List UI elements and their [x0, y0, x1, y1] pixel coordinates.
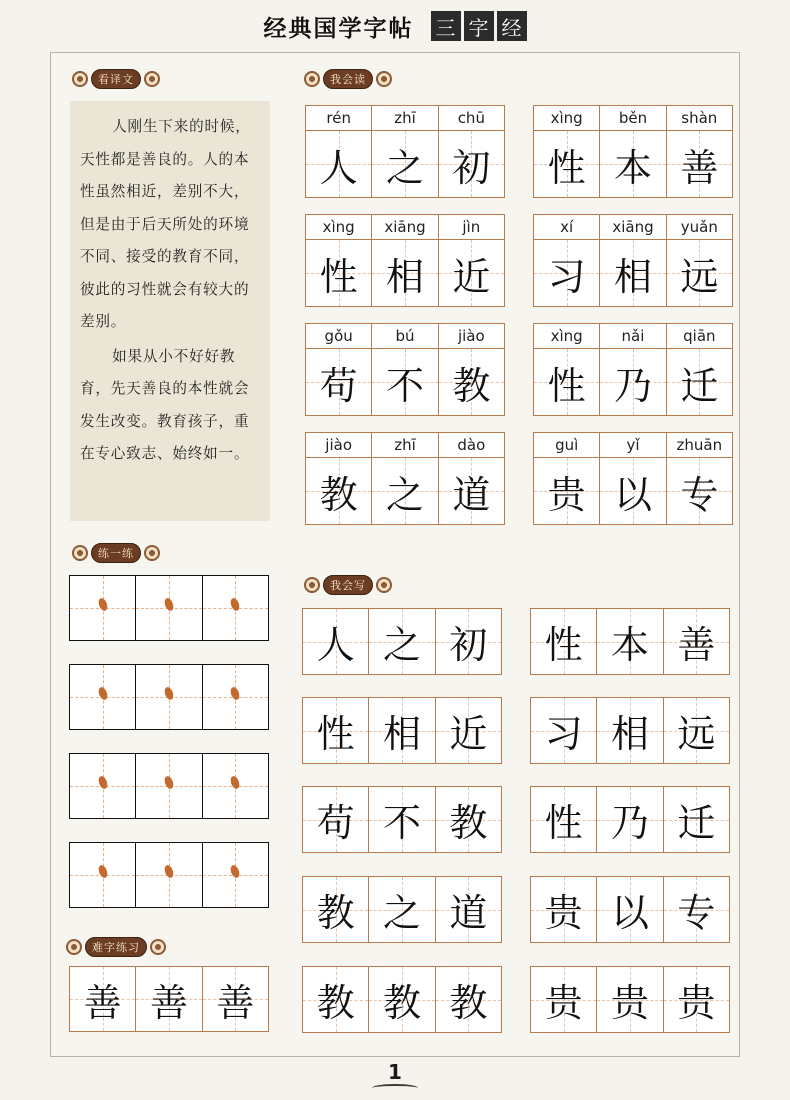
writing-cell: 教	[303, 967, 369, 1032]
dot-stroke-icon	[229, 686, 242, 701]
hard-char-cell: 善	[70, 967, 136, 1031]
ornament-icon	[144, 71, 160, 87]
hanzi-cell: 教	[306, 458, 372, 524]
dot-stroke-icon	[96, 597, 109, 612]
hard-char-card	[69, 966, 269, 1032]
dot-stroke-icon	[96, 864, 109, 879]
hard-char-cell: 善	[136, 967, 202, 1031]
pinyin-cell: běn	[600, 106, 666, 130]
dot-stroke-icon	[229, 597, 242, 612]
translation-paragraph-1: 人刚生下来的时候，天性都是善良的。人的本性虽然相近，差别不大，但是由于后天所处的环境不同、接受的教育不同，彼此的习性就会有较大的差别。	[80, 118, 251, 330]
pinyin-cell: xiāng	[600, 215, 666, 239]
hanzi-cell: 习	[534, 240, 600, 306]
page-title: 经典国学字帖	[263, 15, 414, 42]
ornament-icon	[72, 545, 88, 561]
dot-stroke-icon	[162, 597, 175, 612]
hanzi-cell: 教	[439, 349, 504, 415]
book-title-char-3: 经	[497, 11, 527, 41]
writing-card	[530, 697, 730, 764]
writing-cell: 初	[436, 609, 501, 674]
writing-cell: 道	[436, 877, 501, 942]
reading-card	[533, 105, 733, 198]
writing-cell: 性	[303, 698, 369, 763]
hanzi-cell: 苟	[306, 349, 372, 415]
writing-card	[302, 786, 502, 853]
writing-cell: 远	[664, 698, 729, 763]
pinyin-cell: gǒu	[306, 324, 372, 348]
section-label: 我会写	[323, 575, 373, 595]
pinyin-cell: qiān	[683, 327, 716, 345]
writing-card	[530, 966, 730, 1033]
writing-card	[530, 786, 730, 853]
writing-cell: 习	[531, 698, 597, 763]
stroke-cell	[136, 843, 202, 907]
writing-cell: 本	[597, 609, 663, 674]
ornament-icon	[72, 71, 88, 87]
hanzi-cell: 不	[372, 349, 438, 415]
pinyin-cell: chū	[457, 109, 485, 127]
stroke-cell	[70, 576, 136, 640]
pinyin-cell: xìng	[306, 215, 372, 239]
reading-card	[305, 432, 505, 525]
stroke-cell	[203, 665, 268, 729]
pinyin-cell: rén	[306, 106, 372, 130]
hanzi-cell: 性	[306, 240, 372, 306]
pinyin-cell: guì	[534, 433, 600, 457]
pinyin-cell: zhī	[372, 433, 438, 457]
writing-cell: 性	[531, 787, 597, 852]
stroke-cell	[70, 665, 136, 729]
hanzi-cell: 乃	[600, 349, 666, 415]
pinyin-cell: shàn	[681, 109, 718, 127]
writing-cell: 教	[436, 967, 501, 1032]
writing-cell: 之	[369, 609, 435, 674]
pinyin-cell: zhuān	[676, 436, 723, 454]
reading-card	[533, 323, 733, 416]
dot-stroke-icon	[229, 775, 242, 790]
hanzi-cell: 贵	[534, 458, 600, 524]
dot-stroke-icon	[162, 775, 175, 790]
pinyin-cell: xí	[534, 215, 600, 239]
translation-box	[70, 101, 270, 521]
stroke-cell	[203, 754, 268, 818]
writing-cell: 贵	[664, 967, 729, 1032]
stroke-cell	[203, 843, 268, 907]
stroke-practice-grid	[69, 753, 269, 819]
ornament-icon	[376, 577, 392, 593]
page-header	[0, 0, 790, 52]
stroke-cell	[136, 754, 202, 818]
writing-cell: 以	[597, 877, 663, 942]
stroke-cell	[136, 576, 202, 640]
hanzi-cell: 本	[600, 131, 666, 197]
writing-card	[530, 876, 730, 943]
pinyin-cell: jiào	[457, 327, 485, 345]
writing-cell: 贵	[531, 967, 597, 1032]
hanzi-cell: 迁	[667, 349, 732, 415]
pinyin-cell: xiāng	[372, 215, 438, 239]
writing-cell: 教	[303, 877, 369, 942]
writing-card	[302, 608, 502, 675]
dot-stroke-icon	[229, 864, 242, 879]
ornament-icon	[304, 71, 320, 87]
section-label: 练一练	[91, 543, 141, 563]
writing-card	[302, 966, 502, 1033]
stroke-cell	[70, 754, 136, 818]
writing-cell: 贵	[531, 877, 597, 942]
hanzi-cell: 人	[306, 131, 372, 197]
hanzi-cell: 之	[372, 458, 438, 524]
writing-cell: 贵	[597, 967, 663, 1032]
pinyin-cell: bú	[372, 324, 438, 348]
section-badge-hard-chars	[66, 936, 166, 958]
writing-cell: 相	[369, 698, 435, 763]
writing-card	[530, 608, 730, 675]
stroke-practice-grid	[69, 842, 269, 908]
book-title-char-2: 字	[464, 11, 494, 41]
section-badge-practice	[72, 542, 160, 564]
page-number: 1	[388, 1060, 402, 1084]
section-badge-translation	[72, 68, 160, 90]
dot-stroke-icon	[96, 775, 109, 790]
writing-cell: 相	[597, 698, 663, 763]
dot-stroke-icon	[96, 686, 109, 701]
hanzi-cell: 初	[439, 131, 504, 197]
pinyin-cell: xìng	[534, 324, 600, 348]
hanzi-cell: 近	[439, 240, 504, 306]
writing-card	[302, 697, 502, 764]
stroke-practice-grid	[69, 664, 269, 730]
stroke-cell	[203, 576, 268, 640]
writing-cell: 乃	[597, 787, 663, 852]
pinyin-cell: yǐ	[600, 433, 666, 457]
pinyin-cell: jìn	[462, 218, 481, 236]
ornament-icon	[144, 545, 160, 561]
writing-cell: 教	[436, 787, 501, 852]
writing-cell: 近	[436, 698, 501, 763]
hanzi-cell: 相	[600, 240, 666, 306]
writing-cell: 苟	[303, 787, 369, 852]
hanzi-cell: 性	[534, 349, 600, 415]
reading-card	[305, 214, 505, 307]
dot-stroke-icon	[162, 686, 175, 701]
ornament-icon	[150, 939, 166, 955]
section-label: 难字练习	[85, 937, 147, 957]
writing-cell: 迁	[664, 787, 729, 852]
reading-card	[305, 105, 505, 198]
ornament-icon	[304, 577, 320, 593]
writing-cell: 性	[531, 609, 597, 674]
stroke-practice-grid	[69, 575, 269, 641]
reading-card	[533, 432, 733, 525]
pinyin-cell: dào	[457, 436, 486, 454]
writing-cell: 不	[369, 787, 435, 852]
translation-paragraph-2: 如果从小不好好教育，先天善良的本性就会发生改变。教育孩子，重在专心致志、始终如一。	[80, 347, 250, 462]
hanzi-cell: 远	[667, 240, 732, 306]
hanzi-cell: 专	[667, 458, 732, 524]
writing-cell: 善	[664, 609, 729, 674]
section-badge-can-write	[304, 574, 392, 596]
page-number-ornament	[372, 1084, 418, 1092]
section-label: 我会读	[323, 69, 373, 89]
writing-cell: 专	[664, 877, 729, 942]
pinyin-cell: yuǎn	[680, 218, 718, 236]
stroke-cell	[136, 665, 202, 729]
pinyin-cell: jiào	[306, 433, 372, 457]
writing-cell: 之	[369, 877, 435, 942]
writing-cell: 教	[369, 967, 435, 1032]
section-badge-can-read	[304, 68, 392, 90]
hanzi-cell: 之	[372, 131, 438, 197]
reading-card	[533, 214, 733, 307]
section-label: 看译文	[91, 69, 141, 89]
reading-card	[305, 323, 505, 416]
hanzi-cell: 善	[667, 131, 732, 197]
writing-card	[302, 876, 502, 943]
hanzi-cell: 以	[600, 458, 666, 524]
dot-stroke-icon	[162, 864, 175, 879]
hard-char-cell: 善	[203, 967, 268, 1031]
stroke-cell	[70, 843, 136, 907]
pinyin-cell: xìng	[534, 106, 600, 130]
hanzi-cell: 性	[534, 131, 600, 197]
pinyin-cell: zhī	[372, 106, 438, 130]
hanzi-cell: 相	[372, 240, 438, 306]
ornament-icon	[66, 939, 82, 955]
ornament-icon	[376, 71, 392, 87]
writing-cell: 人	[303, 609, 369, 674]
book-title-char-1: 三	[431, 11, 461, 41]
pinyin-cell: nǎi	[600, 324, 666, 348]
hanzi-cell: 道	[439, 458, 504, 524]
